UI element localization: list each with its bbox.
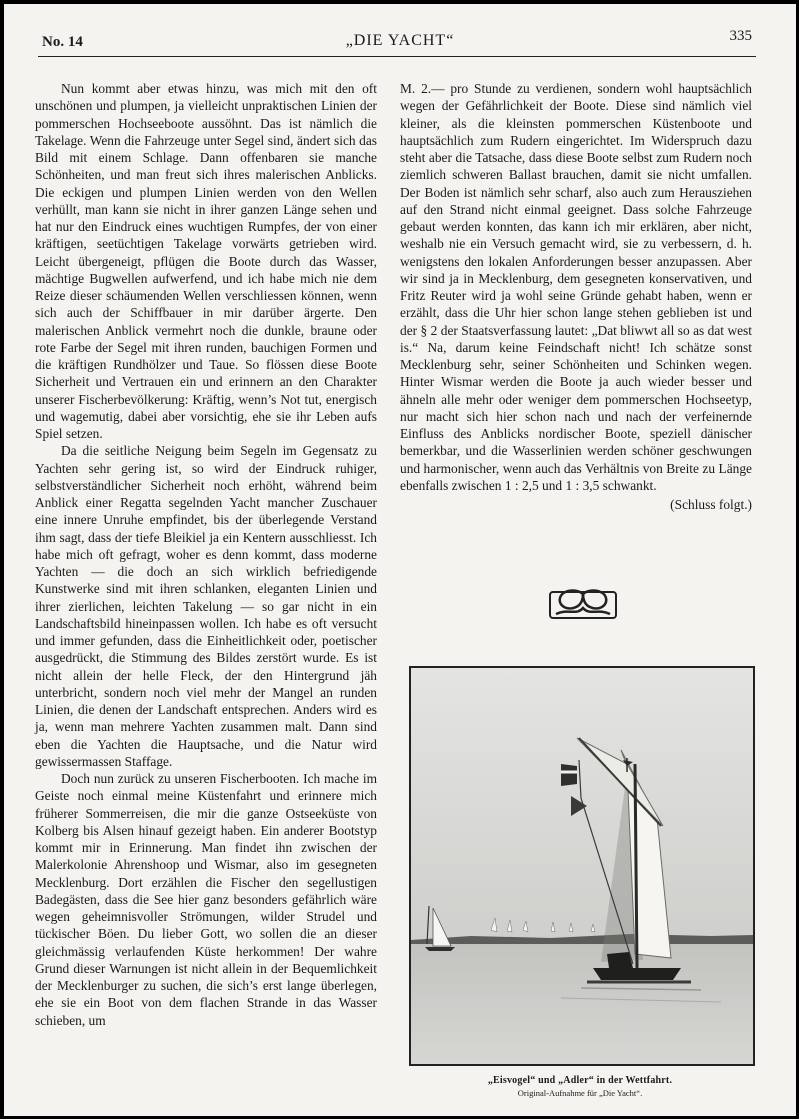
photo-caption: [409, 1074, 751, 1100]
journal-title: „DIE YACHT“: [345, 32, 455, 49]
paragraph-1: Nun kommt aber etwas hinzu, was mich mit den oft unschönen und plumpen, ja vielleicht unpraktischen Linien der pommerschen Hochseeboote aussöhnt. Das ist nämlich die Takelage. Wenn die Fahrzeuge unter Segel sind, ändert sich das Bild mit einem Schlage. Dann offenbaren sie manche Schönheiten, und man freut sich ihres malerischen Anblicks. Die eckigen und plumpen Linien werden von den Wellen verhüllt, man kann sie nicht in ihrer ganzen Länge sehen und hat nur den Eindruck eines wuchtigen Rumpfes, der von einer kräftigen, seetüchtigen Takelage vorwärts getrieben wird. Leicht übergeneigt, pflügen die Boote durch das Wasser, mächtige Bugwellen aufwerfend, und ich habe mich nie dem Reize dieser schäumenden Wellen verschliessen können, wenn sich auch der Schiffbauer in mir darüber ärgerte. Den malerischen Anblick vermehrt noch die dunkle, braune oder rote Farbe der Segel mit ihren runden, bauchigen Formen und die kräftigen Rundhölzer und Taue. So flössen diese Boote Sicherheit und Vertrauen ein und erinnern an den Charakter unserer Fischerbevölkerung: Kräftig, wenn’s Not tut, energisch und wagemutig, dabei aber vorsichtig, ehe sie ihr Leben aufs Spiel setzen.: [35, 81, 377, 441]
page-number: 335: [729, 28, 752, 44]
issue-number: No. 14: [42, 34, 83, 50]
left-column: [35, 80, 377, 1029]
page-header: [38, 28, 762, 58]
paragraph-4: M. 2.— pro Stunde zu verdienen, sondern wohl hauptsächlich wegen der Gefährlichkeit der Boote. Diese sind nämlich viel kleiner, als die kleinsten pommerschen Küstenboote und hauptsächlich zum Rudern eingerichtet. Im Widerspruch dazu steht aber die Tatsache, dass diese Boote selbst zum Rudern noch ziemlich schweren Ballast brauchen, damit sie nicht umfallen. Der Boden ist nämlich sehr scharf, also auch zum Herausziehen auf den Strand nicht einmal geeignet. Dass solche Fahrzeuge gebaut werden konnten, das kann ich mir erklären, aber nicht, weshalb nie ein Versuch gemacht wird, sie zu verbessern, d. h. wenigstens den lokalen Anforderungen besser anzupassen. Aber wir sind ja in Mecklenburg, dem gesegneten konservativen, und Fritz Reuter wird ja wohl seine Gründe gehabt haben, wenn er erzählt, dass die Uhr hier schon lange stehen geblieben ist und der § 2 der Staatsverfassung lautet: „Dat bliwwt all so as dat west is.“ Na, darum keine Feindschaft nicht! Ich schätze sonst Mecklenburg sehr, seiner Schönheiten und Schinken wegen. Hinter Wismar werden die Boote ja auch wieder besser und ähneln alle mehr oder weniger dem pommerschen Hochseetyp, nur macht sich hier schon nach und nach der verfeinernde Einfluss des Anblicks nordischer Boote, speziell dänischer bemerkbar, und die Wasserlinien werden schöner geschwungen und harmonischer, wenn auch das Verhältnis von Breite zu Länge ebenfalls zwischen 1 : 2,5 und 1 : 3,5 schwankt.: [400, 81, 752, 493]
paragraph-2: Da die seitliche Neigung beim Segeln im Gegensatz zu Yachten sehr gering ist, so wird der Eindruck ruhiger, selbstverständlicher Sicherheit noch erhöht, während beim Anblick einer Regatta segelnden Yacht mancher Zuschauer eine innere Unruhe empfindet, bis der überlegende Verstand ihm sagt, dass der tiefe Bleikiel ja ein Kentern ausschliesst. Ich habe mich oft gefragt, woher es denn kommt, dass moderne Yachten — die doch an sich wirklich befriedigende Kunstwerke sind mit ihren schlanken, eleganten Linien und ihrer zierlichen, leichten Takelung — so gar nicht in ein Landschaftsbild hineinpassen wollen. Ich habe es oft versucht und immer gefunden, dass die Einheitlichkeit oder, poetischer ausgedrückt, die Stimmung des Bildes zerstört wurde. Es ist nicht allein der helle Fleck, der den Hintergrund jäh unterbricht, sondern noch viel mehr der Mangel an runden Linien, die denen der Landschaft entsprechen. Anders wird es ja, wenn man mehrere Yachten zusammen malt. Dann sind eben die Yachten die Hauptsache, und die Natur wird gewissermassen Staffage.: [35, 443, 377, 769]
paragraph-3: Doch nun zurück zu unseren Fischerbooten. Ich mache im Geiste noch einmal meine Küstenfahrt und erinnere mich früherer Sommerreisen, die mir die ganze Ostseeküste von Kolberg bis Alsen hinauf gezeigt haben. Ein anderer Bootstyp kommt mir in Erinnerung. Man findet ihn zwischen der Malerkolonie Ahrenshoop und Wismar, also im gesegneten Mecklenburg. Dort erzählen die Fischer den segellustigen Badegästen, dass die See hier ganz besonders gefährlich wäre wegen geheimnisvoller Strömungen, wilder Strudel und tückischer Böen. Du lieber Gott, wo sollen die an dieser gleichmässig verlaufenden Küste herkommen! Der wahre Grund dieser Warnungen ist nicht allein in der Bequemlichkeit der Mecklenburger zu suchen, die sich’s erst lange überlegen, ehe sie ein Boot von dem flachen Strande in das Wasser schieben, um: [35, 771, 377, 1028]
caption-credit: Original-Aufnahme für „Die Yacht“.: [517, 1088, 643, 1098]
right-column: [400, 80, 752, 513]
art-nouveau-ornament-icon: [548, 586, 618, 624]
continuation-note: (Schluss folgt.): [670, 497, 752, 512]
header-rule: [38, 56, 756, 57]
magazine-page: [4, 4, 796, 1116]
caption-title: „Eisvogel“ und „Adler“ in der Wettfahrt.: [487, 1075, 673, 1086]
sailboat-photograph: [409, 666, 755, 1066]
